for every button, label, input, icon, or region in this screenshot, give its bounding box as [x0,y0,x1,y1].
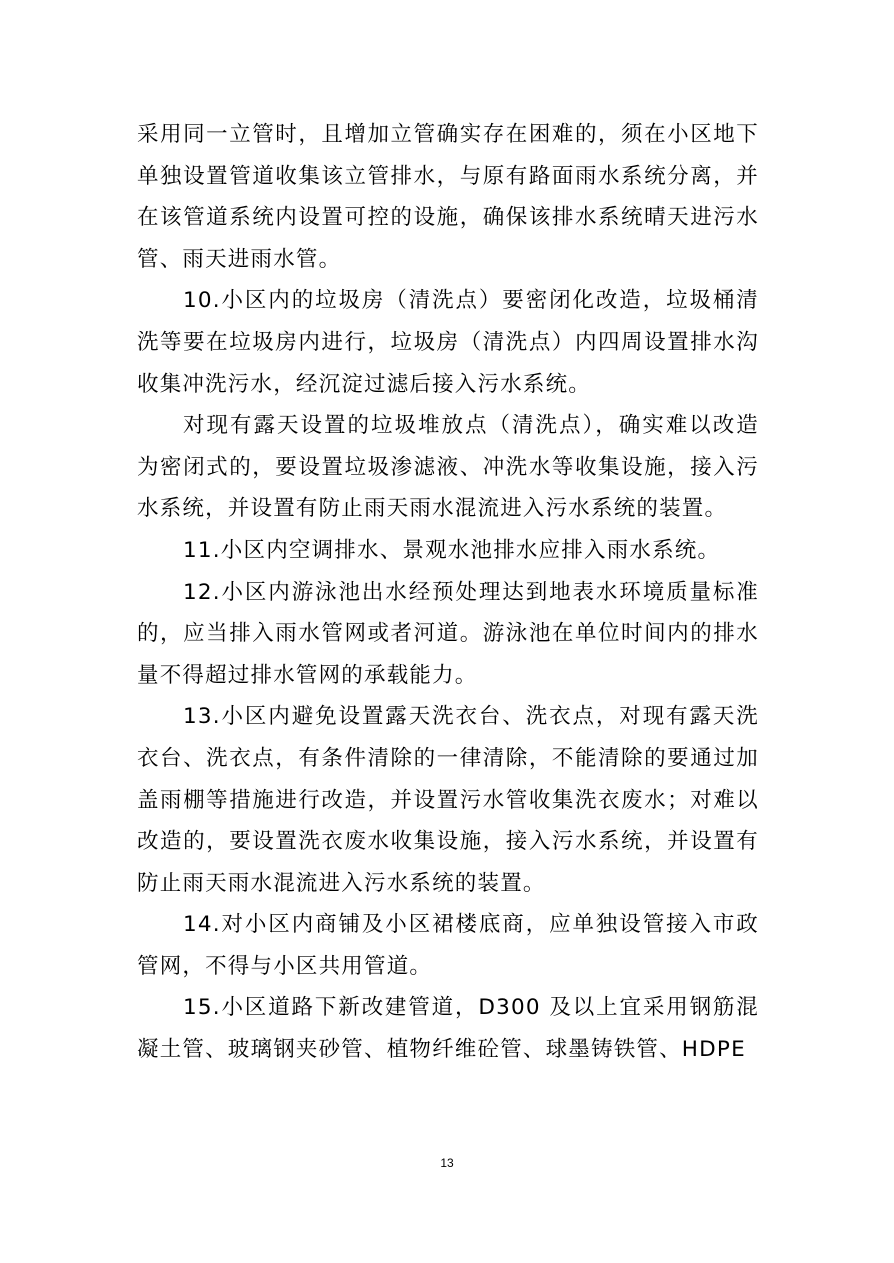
paragraph-item-15: 15.小区道路下新改建管道，D300 及以上宜采用钢筋混凝土管、玻璃钢夹砂管、植物纤维砼管、球墨铸铁管、HDPE [137,995,759,1063]
paragraph-item-10: 10.小区内的垃圾房（清洗点）要密闭化改造，垃圾桶清洗等要在垃圾房内进行，垃圾房（清洗点）内四周设置排水沟收集冲洗污水，经沉淀过滤后接入污水系统。 [137,288,759,397]
paragraph-item-12: 12.小区内游泳池出水经预处理达到地表水环境质量标准的，应当排入雨水管网或者河道。游泳池在单位时间内的排水量不得超过排水管网的承载能力。 [137,579,759,688]
paragraph-item-10-b: 对现有露天设置的垃圾堆放点（清洗点），确实难以改造为密闭式的，要设置垃圾渗滤液、冲洗水等收集设施，接入污水系统，并设置有防止雨天雨水混流进入污水系统的装置。 [137,413,759,522]
paragraph-item-13: 13.小区内避免设置露天洗衣台、洗衣点，对现有露天洗衣台、洗衣点，有条件清除的一律清除，不能清除的要通过加盖雨棚等措施进行改造，并设置污水管收集洗衣废水；对难以改造的，要设置洗衣废水收集设施，接入污水系统，并设置有防止雨天雨水混流进入污水系统的装置。 [137,704,759,896]
paragraph-item-11: 11.小区内空调排水、景观水池排水应排入雨水系统。 [183,537,721,563]
paragraph-item-14: 14.对小区内商铺及小区裙楼底商，应单独设管接入市政管网，不得与小区共用管道。 [137,912,759,979]
page-number: 13 [440,1156,454,1170]
body-text [137,114,759,1071]
paragraph-continuation: 采用同一立管时，且增加立管确实存在困难的，须在小区地下单独设置管道收集该立管排水，与原有路面雨水系统分离，并在该管道系统内设置可控的设施，确保该排水系统晴天进污水管、雨天进雨水管。 [137,122,759,272]
